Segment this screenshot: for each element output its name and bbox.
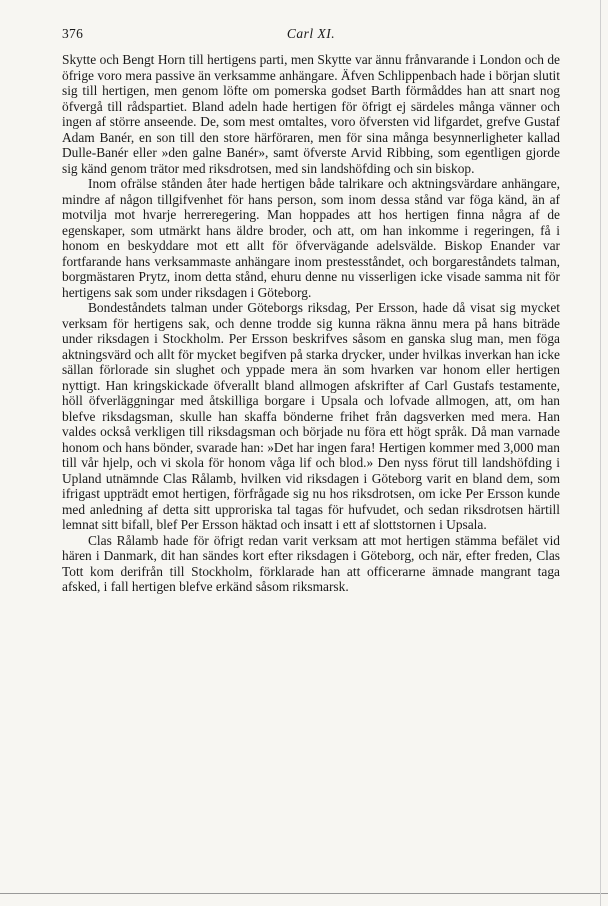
body-text [62, 52, 560, 595]
page-number: 376 [62, 26, 84, 41]
paragraph-1: Skytte och Bengt Horn till hertigens parti, men Skytte var ännu frånvarande i London och de öfrige voro mera passive än verksamme anhängare. Äfven Schlippenbach hade i början slutit sig till hertigen, men genom löfte om pomerska godset Barth förmåddes han att snart nog öfvergå till rådspartiet. Bland adeln hade hertigen för öfrigt ej särdeles många vänner och ingen af större anseende. De, som mest omtaltes, voro öfversten vid lifgardet, grefve Gustaf Adam Banér, en son till den store härföraren, men för sina många besynnerligheter kallad Dulle-Banér eller »den galne Banér», samt öfverste Arvid Ribbing, som egentligen gjorde sig känd genom trätor med riksdrotsen, med sin landshöfding och sin biskop. [62, 52, 560, 176]
paragraph-4: Clas Rålamb hade för öfrigt redan varit verksam att mot hertigen stämma befälet vid hären i Danmark, dit han sändes kort efter riksdagen i Göteborg, och när, efter freden, Clas Tott kom derifrån till Stockholm, förklarade han att officerarne ämnade mangrant taga afsked, i fall hertigen blefve erkänd såsom riksmarsk. [62, 532, 560, 594]
paragraph-3: Bondeståndets talman under Göteborgs riksdag, Per Ersson, hade då visat sig mycket verksam för hertigens sak, och denne trodde sig kunna räkna ännu mera på hans biträde under riksdagen i Stockholm. Per Ersson beskrifves såsom en ganska slug man, men föga aktningsvärd och allt för mycket begifven på starka drycker, under hvilkas inverkan han icke sällan förlorade sin slughet och yppade mera än som hvarken var honom eller hertigen nyttigt. Han kringskickade öfverallt bland allmogen afskrifter af Carl Gustafs testamente, höll öfverläggningar med åtskilliga borgare i Upsala och lofvade allmogen, att, om han blefve riksdagsman, skulle han skaffa bönderne frihet från dagsverken med mera. Han valdes också verkligen till riksdagsman och började nu föra ett högt språk. Då man varnade honom och hans bönder, svarade han: »Det har ingen fara! Hertigen kommer med 3,000 man till vår hjelp, och vi skola för honom våga lif och blod.» Den nyss förut till landshöfding i Upland utnämnde Clas Rålamb, hvilken vid riksdagen i Göteborg varit en bland dem, som ifrigast uppträdt emot hertigen, förfrågade sig nu hos riksdrotsen, om icke Per Ersson kunde med anledning af detta sitt upproriska tal tagas för hufvudet, och sedan riksdrotsen härtill lemnat sitt bifall, blef Per Ersson häktad och insatt i ett af slottstornen i Upsala. [62, 300, 560, 532]
right-scan-edge [600, 0, 601, 906]
paragraph-2: Inom ofrälse stånden åter hade hertigen både talrikare och aktningsvärdare anhängare, mindre af någon tillgifvenhet för hans person, som inom dessa stånd var föga känd, än af motvilja mot hvarje herreregering. Man hoppades att hos hertigen finna några af de egenskaper, som utmärkt hans äldre broder, och att, om han inkomme i regeringen, få i honom en beskyddare mot ett allt för öfvervägande adelsvälde. Biskop Enander var fortfarande hans verksammaste anhängare inom prestesståndet, och borgareståndets talman, borgmästaren Prytz, inom detta stånd, ehuru denne nu visserligen icke visade samma nit för hertigens sak som under riksdagen i Göteborg. [62, 176, 560, 300]
running-title: Carl XI. [286, 26, 336, 41]
bottom-scan-edge [0, 893, 608, 894]
page-header [62, 26, 560, 44]
